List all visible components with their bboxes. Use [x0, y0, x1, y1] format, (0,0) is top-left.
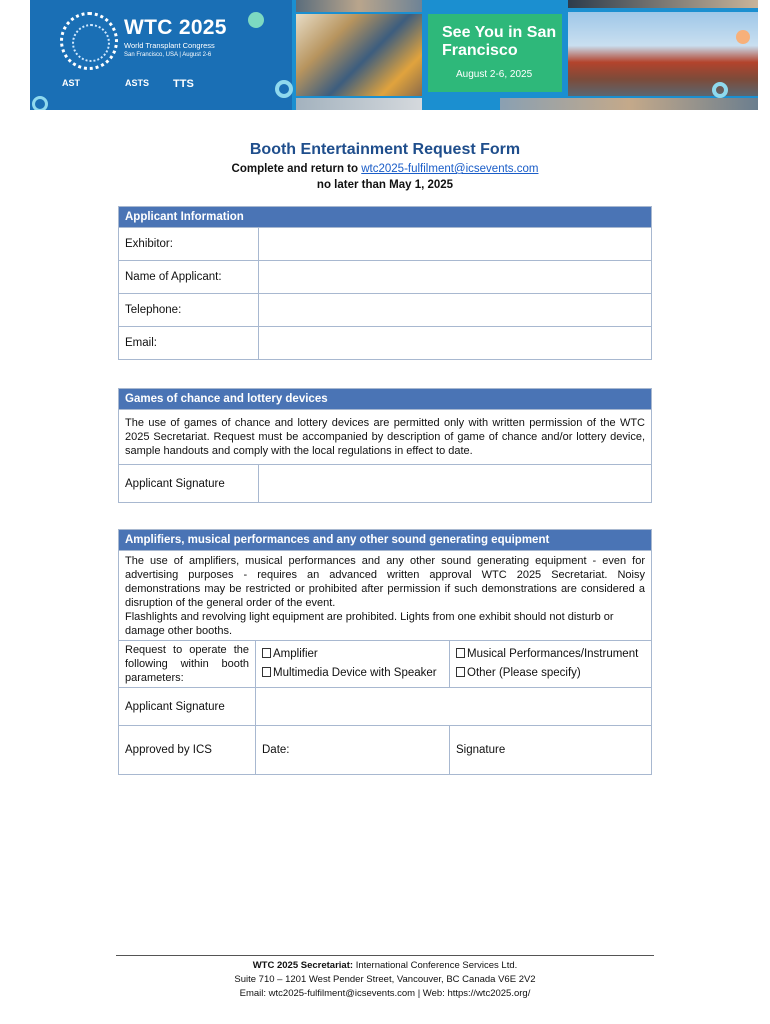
games-description: The use of games of chance and lottery devices are permitted only with written permission of the WTC 2025 Secretariat. Request must be accompanied by description of game of chance and/or lottery device, sample handouts and comply with the local regulations in effect to date.	[119, 410, 652, 465]
amplifiers-description	[119, 551, 652, 641]
return-prefix: Complete and return to	[231, 163, 359, 175]
banner-photo	[296, 98, 422, 110]
banner-photo	[568, 0, 758, 8]
sponsor-logo-ast: AST	[62, 78, 80, 88]
games-signature-field[interactable]	[259, 465, 652, 503]
decorative-ring-icon	[32, 96, 48, 110]
amplifiers-table	[118, 529, 652, 775]
option-amplifier[interactable]	[262, 645, 443, 664]
checkbox-icon[interactable]	[456, 667, 465, 677]
banner-photo	[296, 0, 422, 12]
banner-title: WTC 2025	[124, 16, 227, 39]
checkbox-icon[interactable]	[456, 648, 465, 658]
request-label: Request to operate the following within booth parameters:	[119, 641, 256, 688]
banner-photo-golden-gate	[568, 12, 758, 96]
option-other[interactable]	[456, 664, 645, 683]
banner-photo	[500, 98, 758, 110]
option-musical[interactable]	[456, 645, 645, 664]
decorative-ring-icon	[712, 82, 728, 98]
signature-label: Signature	[456, 744, 506, 756]
tagline-text: See You in San Francisco	[442, 24, 557, 59]
footer-divider	[116, 955, 654, 956]
checkbox-icon[interactable]	[262, 667, 271, 677]
applicant-info-table	[118, 206, 652, 360]
amplifiers-signature-field[interactable]	[256, 688, 652, 726]
field-label-amplifiers-signature: Applicant Signature	[119, 688, 256, 726]
sponsor-logo-asts: ASTS	[125, 78, 150, 88]
applicant-name-field[interactable]	[259, 261, 652, 294]
field-label-applicant-name: Name of Applicant:	[119, 261, 259, 294]
decorative-dot-icon	[248, 12, 264, 28]
field-label-games-signature: Applicant Signature	[119, 465, 259, 503]
deadline: no later than May 1, 2025	[316, 179, 454, 191]
header-banner	[30, 0, 758, 110]
field-label-email: Email:	[119, 327, 259, 360]
exhibitor-field[interactable]	[259, 228, 652, 261]
option-musical-label: Musical Performances/Instrument	[467, 648, 639, 660]
approved-by-label: Approved by ICS	[119, 726, 256, 775]
tagline-dates: August 2-6, 2025	[456, 69, 533, 80]
option-multimedia[interactable]	[262, 664, 443, 683]
return-email-link[interactable]: wtc2025-fulfilment@icsevents.com	[361, 163, 539, 175]
footer-contact: Email: wtc2025-fulfilment@icsevents.com | Web: https://wtc2025.org/	[239, 988, 531, 999]
form-title: Booth Entertainment Request Form	[249, 141, 521, 158]
section-header-amplifiers: Amplifiers, musical performances and any other sound generating equipment	[119, 530, 652, 551]
footer-address: Suite 710 – 1201 West Pender Street, Vancouver, BC Canada V6E 2V2	[234, 974, 536, 985]
footer-org: International Conference Services Ltd.	[355, 960, 518, 971]
decorative-dot-icon	[736, 30, 750, 44]
games-table	[118, 388, 652, 503]
options-column-1	[256, 641, 450, 688]
banner-subtitle: World Transplant Congress	[124, 41, 215, 50]
field-label-exhibitor: Exhibitor:	[119, 228, 259, 261]
approval-signature-field[interactable]	[450, 726, 652, 775]
footer-secretariat	[0, 960, 770, 971]
wtc-logo-icon	[60, 12, 118, 70]
amplifiers-text-1: The use of amplifiers, musical performances and any other sound generating equipment - even for advertising purposes - requires an advanced written approval WTC 2025 Secretariat. Noisy demonstrations may be restricted or prohibited after permission if such demonstrations are considered a disruption of the general order of the event.	[125, 555, 645, 609]
date-label: Date:	[262, 744, 290, 756]
telephone-field[interactable]	[259, 294, 652, 327]
footer-secretariat-label: WTC 2025 Secretariat:	[252, 960, 354, 971]
date-field[interactable]	[256, 726, 450, 775]
decorative-ring-icon	[275, 80, 293, 98]
email-field[interactable]	[259, 327, 652, 360]
section-header-applicant: Applicant Information	[119, 207, 652, 228]
option-other-label: Other (Please specify)	[467, 667, 581, 679]
sponsor-logo-tts: TTS	[173, 78, 194, 90]
options-column-2	[450, 641, 652, 688]
amplifiers-text-2: Flashlights and revolving light equipment are prohibited. Lights from one exhibit should not disturb or damage other booths.	[125, 611, 614, 637]
return-instructions	[0, 163, 770, 175]
tagline-card	[428, 14, 562, 92]
option-multimedia-label: Multimedia Device with Speaker	[273, 667, 437, 679]
checkbox-icon[interactable]	[262, 648, 271, 658]
field-label-telephone: Telephone:	[119, 294, 259, 327]
section-header-games: Games of chance and lottery devices	[119, 389, 652, 410]
banner-location: San Francisco, USA | August 2-6	[124, 52, 212, 58]
banner-photo-attendees	[296, 14, 422, 96]
option-amplifier-label: Amplifier	[273, 648, 318, 660]
